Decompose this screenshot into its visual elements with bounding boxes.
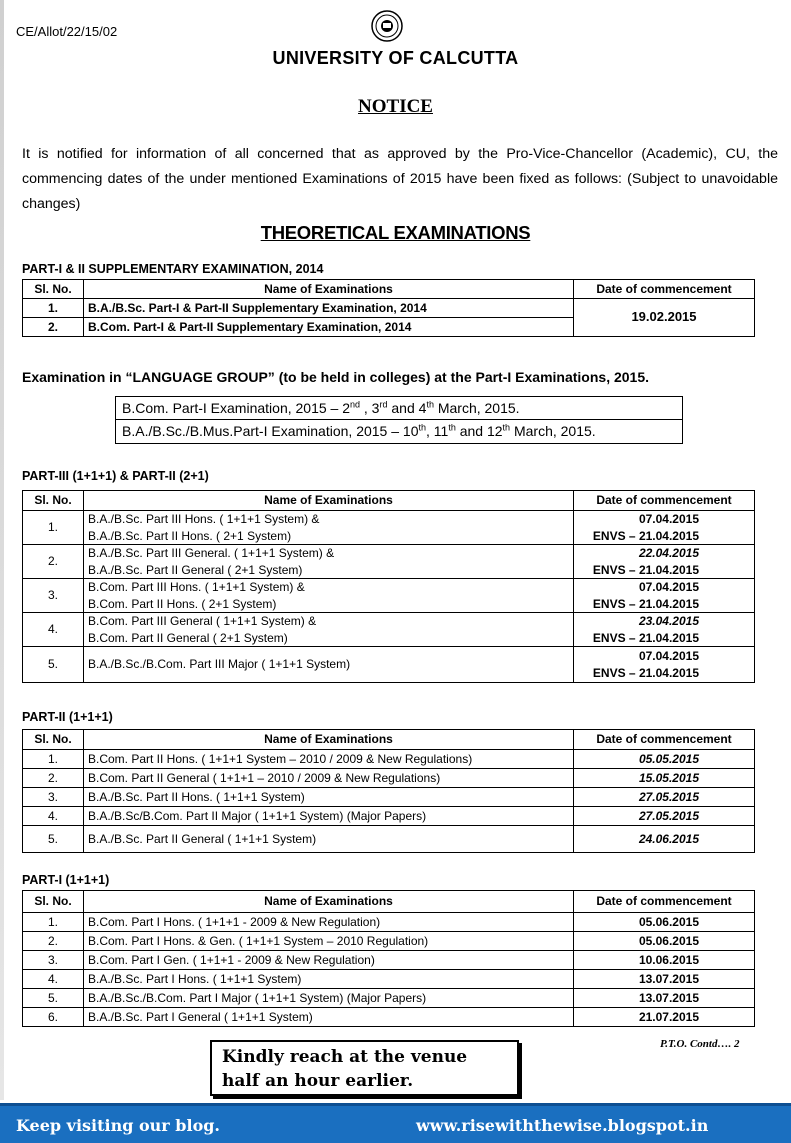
language-line-1: B.Com. Part-I Examination, 2015 – 2nd , 3rd and 4th March, 2015. [116, 397, 682, 420]
table-row: 5. B.A./B.Sc./B.Com. Part I Major ( 1+1+1 System) (Major Papers) 13.07.2015 [23, 989, 755, 1008]
table-row: 1. B.A./B.Sc. Part III Hons. ( 1+1+1 System) & B.A./B.Sc. Part II Hons. ( 2+1 System) 07.04.2015 ENVS – 21.04.2015 [23, 511, 755, 545]
intro-paragraph: It is notified for information of all concerned that as approved by the Pro-Vice-Chancellor (Academic), CU, the commencing dates of the under mentioned Examinations of 2015 have been fixed as follows: (Subject to unavoidable changes) [22, 146, 778, 212]
supp-table [22, 279, 755, 337]
university-seal-icon [371, 10, 403, 42]
part1-table: Sl. No. Name of Examinations Date of commencement 1. B.Com. Part I Hons. ( 1+1+1 - 2009 & New Regulation) 05.06.2015 2. B.Com. Part I Hons. & Gen. ( 1+1+1 System – 2010 Regulation) 05.06.2015 3. B.Com. Part I Gen. ( 1+1+1 - 2009 & New Regulation) 10.06.2015 4. B.A./B.Sc. Part I Hons. ( 1+1+1 System) 13.07.2015 5. B.A./B.Sc./B.Com. Part I Major ( 1+1+1 System) (Major Papers) 13.07.2015 6. B.A./B.Sc. Part I General ( 1+1+1 System) 21.07.2015 [22, 890, 755, 1027]
page-edge [0, 0, 4, 1100]
section-heading: THEORETICAL EXAMINATIONS [260, 222, 531, 243]
table-row: 2. B.Com. Part-I & Part-II Supplementary Examination, 2014 [23, 318, 755, 337]
university-name: UNIVERSITY OF CALCUTTA [272, 48, 519, 68]
table-row: 3. B.A./B.Sc. Part II Hons. ( 1+1+1 System) 27.05.2015 [23, 788, 755, 807]
table-row: 4. B.Com. Part III General ( 1+1+1 System) & B.Com. Part II General ( 2+1 System) 23.04.2015 ENVS – 21.04.2015 [23, 613, 755, 647]
footer-tagline: Keep visiting our blog. [16, 1116, 220, 1135]
notice-title: NOTICE [358, 96, 433, 117]
part1-title: PART-I (1+1+1) [22, 873, 110, 887]
language-line-2: B.A./B.Sc./B.Mus.Part-I Examination, 2015 – 10th, 11th and 12th March, 2015. [122, 422, 596, 439]
table-row: 2. B.A./B.Sc. Part III General. ( 1+1+1 System) & B.A./B.Sc. Part II General ( 2+1 System) 22.04.2015 ENVS – 21.04.2015 [23, 545, 755, 579]
table-row: 6. B.A./B.Sc. Part I General ( 1+1+1 System) 21.07.2015 [23, 1008, 755, 1027]
table-row: 1. B.Com. Part II Hons. ( 1+1+1 System – 2010 / 2009 & New Regulations) 05.05.2015 [23, 750, 755, 769]
footer-banner [0, 1103, 791, 1143]
table-row: 4. B.A./B.Sc. Part I Hons. ( 1+1+1 System) 13.07.2015 [23, 970, 755, 989]
reminder-line-2: half an hour earlier. [222, 1071, 414, 1091]
table-row: 5. B.A./B.Sc./B.Com. Part III Major ( 1+1+1 System) 07.04.2015 ENVS – 21.04.2015 [23, 647, 755, 683]
part2-title: PART-II (1+1+1) [22, 710, 113, 724]
reminder-box [210, 1040, 519, 1096]
pto-note: P.T.O. Contd…. 2 [660, 1038, 740, 1050]
table-row: 4. B.A./B.Sc/B.Com. Part II Major ( 1+1+1 System) (Major Papers) 27.05.2015 [23, 807, 755, 826]
table-row: 3. B.Com. Part I Gen. ( 1+1+1 - 2009 & New Regulation) 10.06.2015 [23, 951, 755, 970]
supp-title: PART-I & II SUPPLEMENTARY EXAMINATION, 2014 [22, 262, 324, 276]
part2-table: Sl. No. Name of Examinations Date of commencement 1. B.Com. Part II Hons. ( 1+1+1 System – 2010 / 2009 & New Regulations) 05.05.2015 2. B.Com. Part II General ( 1+1+1 – 2010 / 2009 & New Regulations) 15.05.2015 3. B.A./B.Sc. Part II Hons. ( 1+1+1 System) 27.05.2015 4. B.A./B.Sc/B.Com. Part II Major ( 1+1+1 System) (Major Papers) 27.05.2015 5. B.A./B.Sc. Part II General ( 1+1+1 System) 24.06.2015 [22, 729, 755, 853]
footer-blog-link[interactable]: www.risewiththewise.blogspot.in [416, 1116, 709, 1135]
part3-table: Sl. No. Name of Examinations Date of commencement 1. B.A./B.Sc. Part III Hons. ( 1+1+1 System) & B.A./B.Sc. Part II Hons. ( 2+1 System) 07.04.2015 ENVS – 21.04.2015 2. B.A./B.Sc. Part III General. ( 1+1+1 System) & B.A./B.Sc. Part II General ( 2+1 System) 22.04.2015 ENVS – 21.04.2015 3. B.Com. Part III Hons. ( 1+1+1 System) & B.Com. Part II Hons. ( 2+1 System) 07.04.2015 ENVS – 21.04.2015 4. B.Com. Part III General ( 1+1+1 System) & B.Com. Part II General ( 2+1 System) 23.04.2015 ENVS – 21.04.2015 5. B.A./B.Sc./B.Com. Part III Major ( 1+1+1 System) 07.04.2015 ENVS – 21.04.2015 [22, 490, 755, 683]
supp-date: 19.02.2015 [574, 299, 755, 337]
table-row: 2. B.Com. Part II General ( 1+1+1 – 2010 / 2009 & New Regulations) 15.05.2015 [23, 769, 755, 788]
language-group-title: Examination in “LANGUAGE GROUP” (to be held in colleges) at the Part-I Examinations, 2015. [22, 369, 650, 385]
table-row: 5. B.A./B.Sc. Part II General ( 1+1+1 System) 24.06.2015 [23, 826, 755, 853]
part3-title: PART-III (1+1+1) & PART-II (2+1) [22, 469, 209, 483]
reference-number: CE/Allot/22/15/02 [16, 24, 118, 39]
col-date: Date of commencement [574, 280, 755, 299]
col-name: Name of Examinations [84, 280, 574, 299]
reminder-line-1: Kindly reach at the venue [222, 1047, 468, 1067]
table-row: 3. B.Com. Part III Hons. ( 1+1+1 System) & B.Com. Part II Hons. ( 2+1 System) 07.04.2015 ENVS – 21.04.2015 [23, 579, 755, 613]
table-row: 1. B.Com. Part I Hons. ( 1+1+1 - 2009 & New Regulation) 05.06.2015 [23, 913, 755, 932]
table-row: 2. B.Com. Part I Hons. & Gen. ( 1+1+1 System – 2010 Regulation) 05.06.2015 [23, 932, 755, 951]
col-sl: Sl. No. [23, 280, 84, 299]
table-row: 1. B.A./B.Sc. Part-I & Part-II Supplementary Examination, 2014 19.02.2015 [23, 299, 755, 318]
language-group-box [115, 396, 683, 444]
